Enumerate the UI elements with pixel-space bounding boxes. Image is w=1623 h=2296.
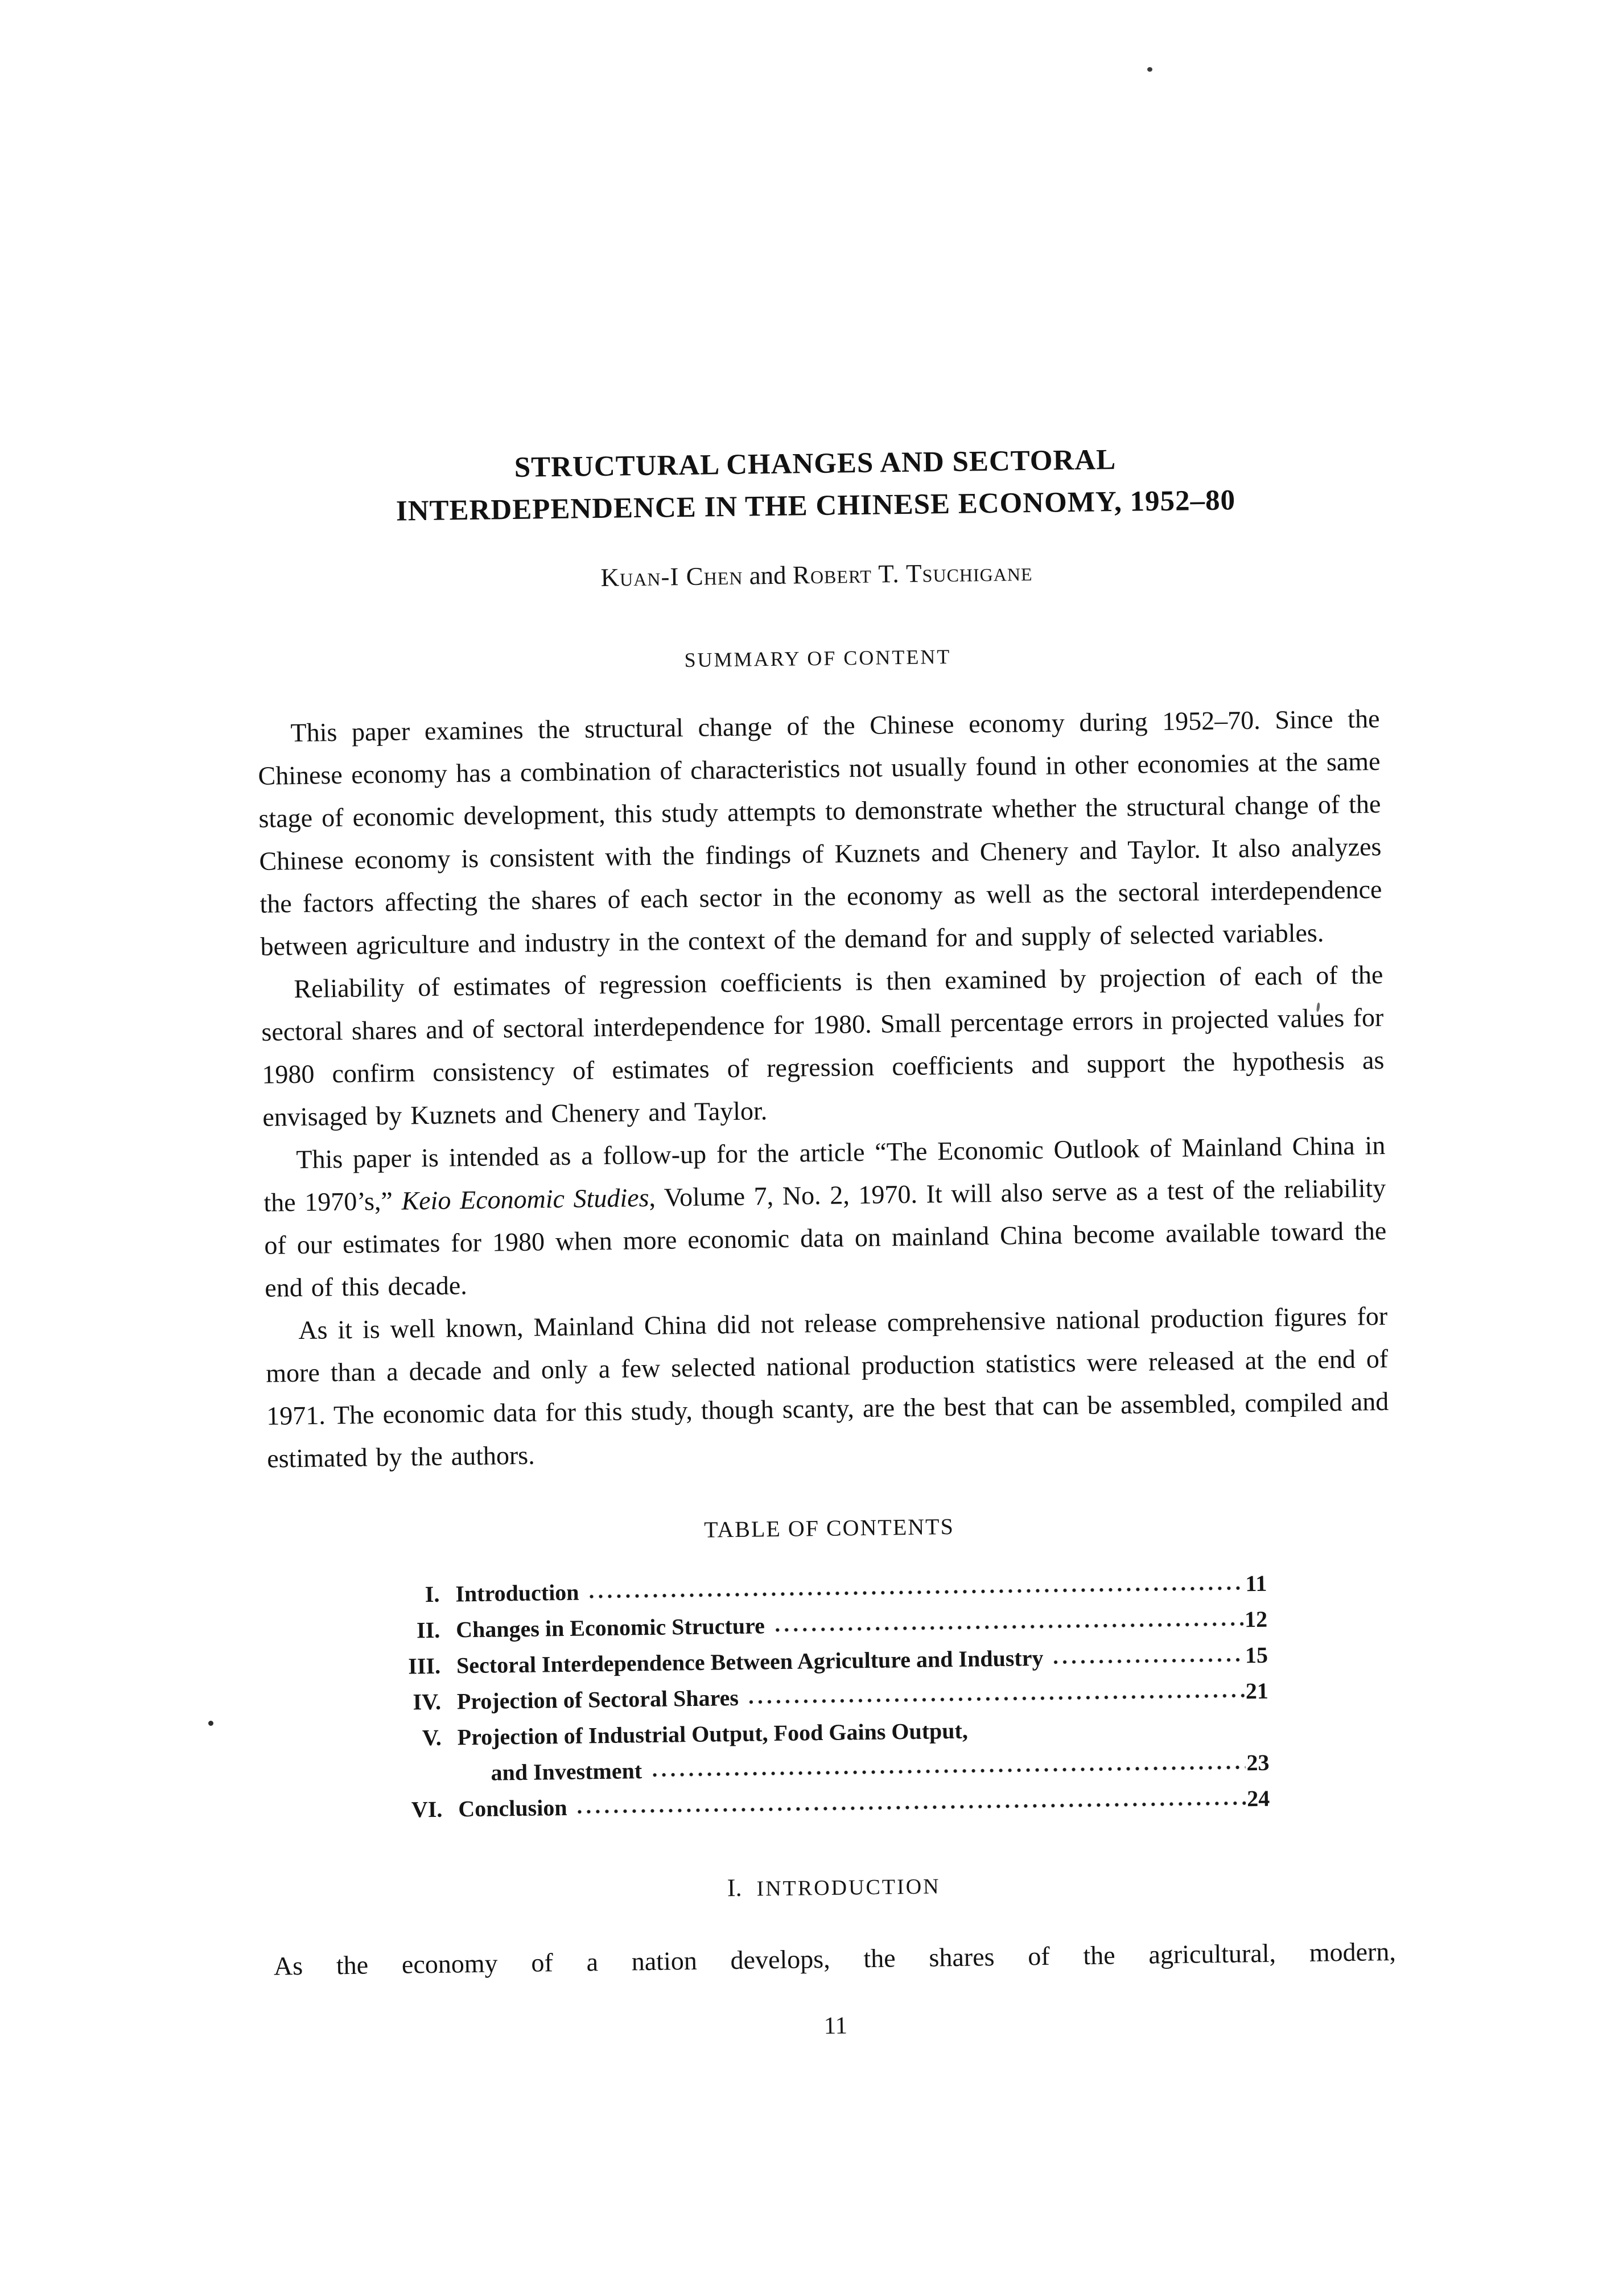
paragraph (263, 1124, 1387, 1309)
toc-entry-number: IV. (413, 1688, 442, 1715)
toc-entry-number: V. (422, 1724, 442, 1751)
toc-entry-number-spacer (403, 1780, 458, 1781)
author-name: Kuan-I Chen (600, 561, 743, 592)
table-of-contents (401, 1565, 1270, 1828)
page-content (254, 435, 1397, 2047)
page-number: 11 (823, 2012, 848, 2040)
toc-entry-page: 21 (1245, 1677, 1269, 1704)
toc-entry-label: Sectoral Interdependence Between Agriculture and Industry (456, 1644, 1044, 1679)
paper-title-line1: STRUCTURAL CHANGES AND SECTORAL (514, 444, 1117, 484)
author-name: Robert T. Tsuchigane (792, 558, 1033, 590)
paper-title-line2: INTERDEPENDENCE IN THE CHINESE ECONOMY, 1952–80 (396, 484, 1236, 527)
paper-title (254, 435, 1377, 534)
toc-entry-number: III. (408, 1652, 441, 1679)
toc-entry-label: Changes in Economic Structure (455, 1613, 765, 1643)
scan-artifact-dot (1147, 67, 1152, 72)
dot-leader (575, 1800, 1246, 1815)
toc-entry-label: Conclusion (458, 1794, 567, 1822)
summary-heading: SUMMARY OF CONTENT (684, 645, 951, 672)
section-number: I. (727, 1873, 742, 1902)
paragraph: As it is well known, Mainland China did not release comprehensive national production figures for more than a decade and only a few selected national production statistics were released at the end of 1971. The economic data for this study, though scanty, are the best that can be assembled, compiled and estimated by the authors. (265, 1301, 1389, 1473)
paragraph-text: This paper is intended as a follow-up for the article “The Economic Outlook of Mainland China in the 1970’s,” (263, 1130, 1386, 1217)
dot-leader (587, 1585, 1245, 1600)
authors-line (256, 553, 1378, 597)
toc-entry-label: Projection of Industrial Output, Food Gains Output, (457, 1717, 969, 1750)
toc-entry-page: 15 (1245, 1642, 1268, 1668)
toc-entry-number: I. (425, 1581, 440, 1607)
dot-leader (747, 1692, 1245, 1705)
dot-leader (773, 1621, 1243, 1633)
journal-title-italic: Keio Economic Studies (401, 1182, 649, 1215)
toc-heading: TABLE OF CONTENTS (703, 1513, 955, 1543)
toc-entry-page: 11 (1245, 1570, 1267, 1597)
section-heading-introduction (273, 1865, 1395, 1908)
dot-leader (650, 1764, 1245, 1778)
toc-entry-page: 23 (1246, 1749, 1270, 1776)
toc-entry-page: 12 (1244, 1606, 1268, 1633)
toc-entry-number: VI. (411, 1796, 443, 1823)
paragraph: Reliability of estimates of regression coefficients is then examined by projection of each of the sectoral shares and of sectoral interdependence for 1980. Small percentage errors in projected values for 1980 confirm consistency of estimates of regression coefficients and support the hypothesis as envisaged by Kuznets and Chenery and Taylor. (261, 960, 1385, 1132)
section-title: INTRODUCTION (756, 1874, 941, 1901)
paragraph: This paper examines the structural change of the Chinese economy during 1952–70. Since the Chinese economy has a combination of characteristics not usually found in other economies at the same stage of economic development, this study attempts to demonstrate whether the structural change of the Chinese economy is consistent with the findings of Kuznets and Chenery and Taylor. It also analyzes the factors affecting the shares of each sector in the economy as well as the sectoral interdependence between agriculture and industry in the context of the demand for and supply of selected variables. (258, 704, 1382, 961)
dot-leader (1051, 1656, 1244, 1665)
toc-entry-label-line2: and Investment (491, 1758, 642, 1786)
toc-entry-label: Projection of Sectoral Shares (456, 1684, 739, 1714)
toc-entry-number: II. (416, 1617, 440, 1643)
paragraph-text: , Volume 7, No. 2, 1970. It will also serve as a test of the reliability of our estimates for 1980 when more economic data on mainland China become available toward the end of this decade. (264, 1173, 1387, 1302)
toc-entry-page: 24 (1246, 1785, 1270, 1812)
summary-body (257, 697, 1390, 1480)
scan-artifact-dot (208, 1721, 213, 1726)
author-connector: and (749, 560, 786, 590)
introduction-first-line: As the economy of a nation develops, the shares of the agricultural, modern, (273, 1936, 1397, 1981)
toc-entry-label: Introduction (455, 1579, 579, 1607)
